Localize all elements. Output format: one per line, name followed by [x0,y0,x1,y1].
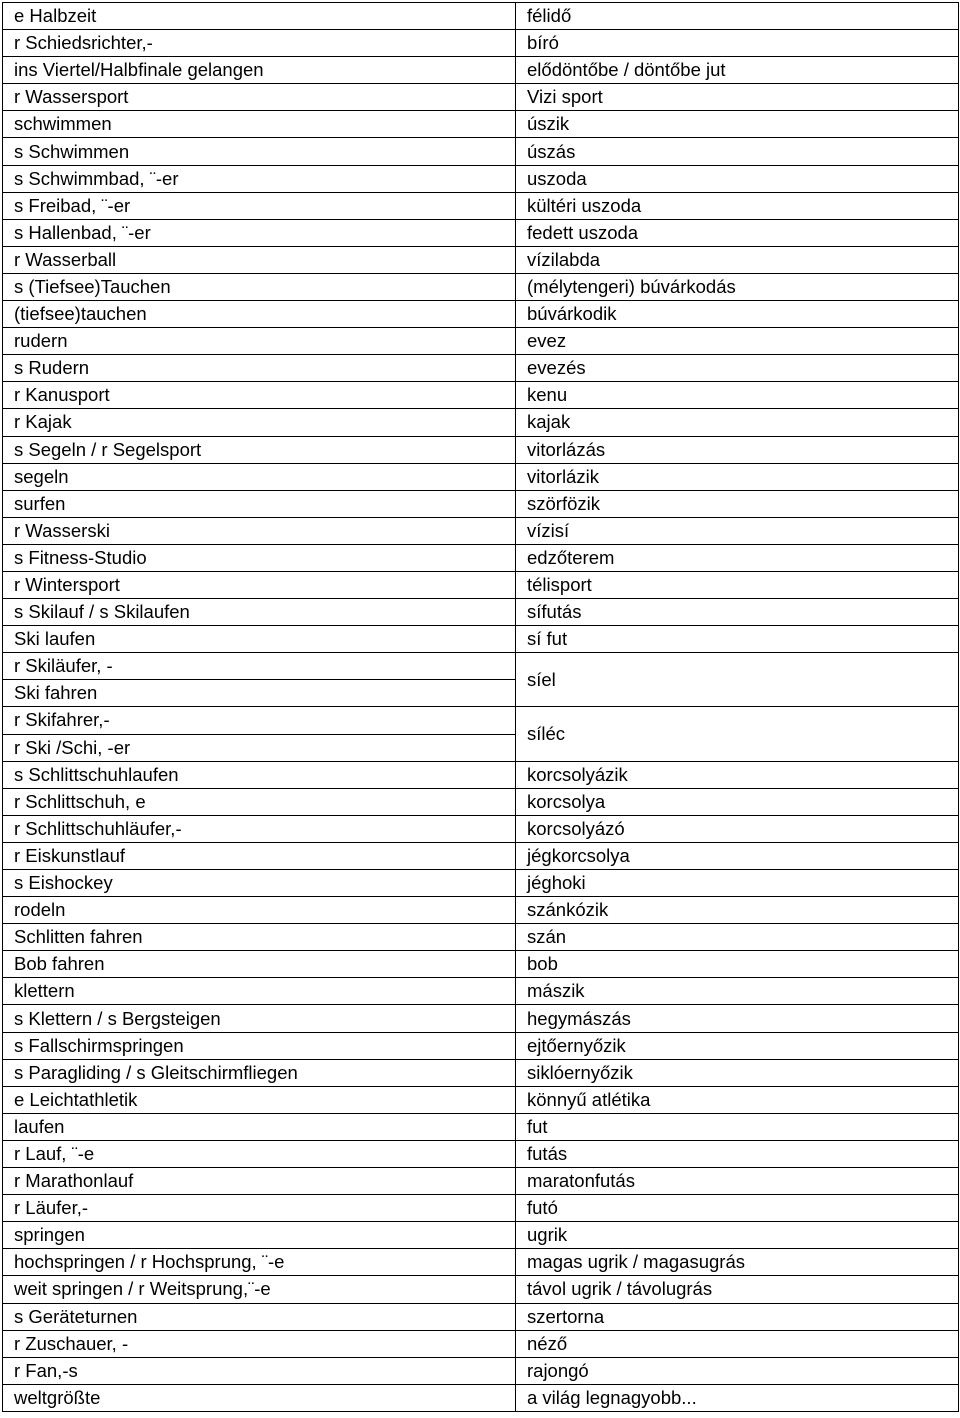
german-term-cell: s Segeln / r Segelsport [3,436,516,463]
hungarian-term-cell: sí fut [516,626,959,653]
table-row [3,192,959,219]
table-row [3,1168,959,1195]
hungarian-term-cell: (mélytengeri) búvárkodás [516,273,959,300]
table-row [3,761,959,788]
table-row [3,165,959,192]
hungarian-term-cell: korcsolyázik [516,761,959,788]
table-row [3,1059,959,1086]
hungarian-term-cell: félidő [516,3,959,30]
german-term-cell: s Schlittschuhlaufen [3,761,516,788]
table-row [3,301,959,328]
german-term-cell: weltgrößte [3,1384,516,1411]
hungarian-term-cell: szertorna [516,1303,959,1330]
table-row [3,815,959,842]
german-term-cell: s Fitness-Studio [3,544,516,571]
hungarian-term-cell: magas ugrik / magasugrás [516,1249,959,1276]
table-row [3,571,959,598]
table-row [3,626,959,653]
table-row [3,84,959,111]
german-term-cell: e Leichtathletik [3,1086,516,1113]
german-term-cell: s Eishockey [3,870,516,897]
hungarian-term-cell: korcsolya [516,788,959,815]
german-term-cell: rudern [3,328,516,355]
table-row [3,897,959,924]
german-term-cell: s Rudern [3,355,516,382]
hungarian-term-cell: hegymászás [516,1005,959,1032]
hungarian-term-cell: futó [516,1195,959,1222]
hungarian-term-cell: szán [516,924,959,951]
german-term-cell: Ski fahren [3,680,516,707]
table-row [3,1357,959,1384]
german-term-cell: segeln [3,463,516,490]
german-term-cell: r Eiskunstlauf [3,842,516,869]
german-term-cell: r Wasserball [3,246,516,273]
hungarian-term-cell: vízisí [516,517,959,544]
table-row [3,382,959,409]
table-row [3,273,959,300]
german-term-cell: r Marathonlauf [3,1168,516,1195]
german-term-cell: r Skifahrer,- [3,707,516,734]
german-term-cell: surfen [3,490,516,517]
hungarian-term-cell: Vizi sport [516,84,959,111]
table-row [3,1140,959,1167]
table-row [3,57,959,84]
table-row [3,111,959,138]
table-row [3,138,959,165]
german-term-cell: r Ski /Schi, -er [3,734,516,761]
table-row [3,1032,959,1059]
german-term-cell: r Schlittschuh, e [3,788,516,815]
hungarian-term-cell: jéghoki [516,870,959,897]
german-term-cell: s Schwimmbad, ¨-er [3,165,516,192]
table-row [3,463,959,490]
hungarian-term-cell: uszoda [516,165,959,192]
german-term-cell: r Skiläufer, - [3,653,516,680]
hungarian-term-cell: sífutás [516,599,959,626]
table-row [3,219,959,246]
german-term-cell: r Zuschauer, - [3,1330,516,1357]
hungarian-term-cell: mászik [516,978,959,1005]
table-row [3,1249,959,1276]
german-term-cell: Ski laufen [3,626,516,653]
german-term-cell: r Kajak [3,409,516,436]
german-term-cell: rodeln [3,897,516,924]
table-row [3,1276,959,1303]
table-row [3,1384,959,1411]
hungarian-term-cell: szánkózik [516,897,959,924]
hungarian-term-cell: szörfözik [516,490,959,517]
table-row [3,490,959,517]
hungarian-term-cell: evez [516,328,959,355]
hungarian-term-cell: vitorlázik [516,463,959,490]
german-term-cell: s Fallschirmspringen [3,1032,516,1059]
hungarian-term-cell: néző [516,1330,959,1357]
table-row [3,870,959,897]
table-row [3,355,959,382]
german-term-cell: laufen [3,1113,516,1140]
table-row [3,1005,959,1032]
hungarian-term-cell: télisport [516,571,959,598]
hungarian-term-cell: bob [516,951,959,978]
german-term-cell: s Skilauf / s Skilaufen [3,599,516,626]
table-row [3,409,959,436]
german-term-cell: s Paragliding / s Gleitschirmfliegen [3,1059,516,1086]
hungarian-term-cell: távol ugrik / távolugrás [516,1276,959,1303]
hungarian-term-cell: rajongó [516,1357,959,1384]
vocabulary-table-body [3,3,959,1412]
table-row [3,3,959,30]
german-term-cell: s Freibad, ¨-er [3,192,516,219]
table-row [3,30,959,57]
table-row [3,599,959,626]
hungarian-term-cell: futás [516,1140,959,1167]
hungarian-term-cell: bíró [516,30,959,57]
hungarian-term-cell: vitorlázás [516,436,959,463]
german-term-cell: s (Tiefsee)Tauchen [3,273,516,300]
german-term-cell: Schlitten fahren [3,924,516,951]
table-row [3,246,959,273]
german-term-cell: s Schwimmen [3,138,516,165]
table-row [3,951,959,978]
table-row [3,328,959,355]
table-row [3,544,959,571]
german-term-cell: (tiefsee)tauchen [3,301,516,328]
german-term-cell: r Kanusport [3,382,516,409]
german-term-cell: ins Viertel/Halbfinale gelangen [3,57,516,84]
german-term-cell: klettern [3,978,516,1005]
table-row [3,924,959,951]
hungarian-term-cell: maratonfutás [516,1168,959,1195]
hungarian-term-cell: búvárkodik [516,301,959,328]
german-term-cell: springen [3,1222,516,1249]
table-row [3,1195,959,1222]
table-row [3,1222,959,1249]
hungarian-term-cell: vízilabda [516,246,959,273]
table-row [3,436,959,463]
table-row [3,1086,959,1113]
hungarian-term-cell: síléc [516,707,959,761]
hungarian-term-cell: kajak [516,409,959,436]
german-term-cell: r Wasserski [3,517,516,544]
hungarian-term-cell: kültéri uszoda [516,192,959,219]
german-term-cell: s Klettern / s Bergsteigen [3,1005,516,1032]
german-term-cell: Bob fahren [3,951,516,978]
table-row [3,707,959,734]
table-row [3,1330,959,1357]
hungarian-term-cell: síel [516,653,959,707]
table-row [3,978,959,1005]
hungarian-term-cell: ejtőernyőzik [516,1032,959,1059]
hungarian-term-cell: úszás [516,138,959,165]
hungarian-term-cell: a világ legnagyobb... [516,1384,959,1411]
german-term-cell: r Schiedsrichter,- [3,30,516,57]
hungarian-term-cell: evezés [516,355,959,382]
table-row [3,1113,959,1140]
table-row [3,1303,959,1330]
german-term-cell: r Läufer,- [3,1195,516,1222]
table-row [3,653,959,680]
hungarian-term-cell: könnyű atlétika [516,1086,959,1113]
vocabulary-table [2,2,959,1412]
hungarian-term-cell: korcsolyázó [516,815,959,842]
german-term-cell: e Halbzeit [3,3,516,30]
hungarian-term-cell: siklóernyőzik [516,1059,959,1086]
table-row [3,517,959,544]
hungarian-term-cell: edzőterem [516,544,959,571]
german-term-cell: s Hallenbad, ¨-er [3,219,516,246]
german-term-cell: hochspringen / r Hochsprung, ¨-e [3,1249,516,1276]
german-term-cell: r Fan,-s [3,1357,516,1384]
hungarian-term-cell: fedett uszoda [516,219,959,246]
hungarian-term-cell: jégkorcsolya [516,842,959,869]
german-term-cell: s Geräteturnen [3,1303,516,1330]
table-row [3,788,959,815]
german-term-cell: schwimmen [3,111,516,138]
hungarian-term-cell: fut [516,1113,959,1140]
german-term-cell: r Lauf, ¨-e [3,1140,516,1167]
german-term-cell: r Wintersport [3,571,516,598]
hungarian-term-cell: kenu [516,382,959,409]
table-row [3,842,959,869]
german-term-cell: r Schlittschuhläufer,- [3,815,516,842]
german-term-cell: weit springen / r Weitsprung,¨-e [3,1276,516,1303]
hungarian-term-cell: elődöntőbe / döntőbe jut [516,57,959,84]
hungarian-term-cell: úszik [516,111,959,138]
german-term-cell: r Wassersport [3,84,516,111]
hungarian-term-cell: ugrik [516,1222,959,1249]
